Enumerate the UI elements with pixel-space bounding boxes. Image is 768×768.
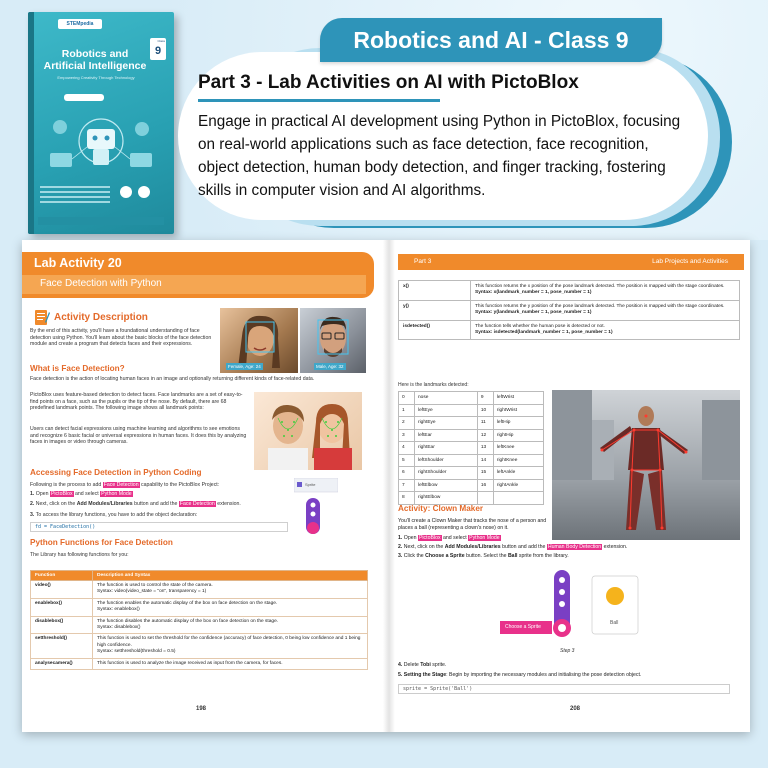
- landmark-name: rightWrist: [493, 404, 543, 417]
- female-age-tag: Female, Age: 24: [228, 364, 261, 369]
- c-step4-start: Delete: [403, 662, 419, 668]
- function-desc-cell: [471, 320, 740, 340]
- landmark-index: 4: [399, 442, 415, 455]
- step1-start: Open: [35, 491, 49, 497]
- landmark-index: 8: [399, 492, 415, 505]
- accessing-face-detection-heading: Accessing Face Detection in Python Coding: [30, 468, 202, 477]
- clown-maker-intro: You'll create a Clown Maker that tracks the nose of a person and places a ball (representing a clown's nose) on it.: [398, 518, 547, 531]
- function-name: setthreshold(): [31, 634, 93, 658]
- function-description: This function returns the y position of the pose landmark detected. The position is mapped with the stage coordinates.: [475, 303, 725, 309]
- book-spread: [22, 240, 750, 732]
- step1-middle: and select: [75, 491, 99, 497]
- clown-steps-continued: [398, 660, 738, 680]
- function-desc-cell: [93, 634, 368, 658]
- clown-maker-heading: Activity: Clown Maker: [398, 504, 484, 513]
- landmark-name: leftEye: [415, 404, 478, 417]
- pose-functions-table: [398, 280, 740, 340]
- landmark-name: rightEye: [415, 417, 478, 430]
- section-label: Lab Projects and Activities: [652, 258, 728, 265]
- activity-description-text: By the end of this activity, you'll have a foundational understanding of face detection using Python. You'll learn about the basic blocks of the face detection module and create a program that detects faces and their expressions.: [30, 328, 212, 348]
- landmark-row: [399, 454, 544, 467]
- landmark-name: leftShoulder: [415, 454, 478, 467]
- landmark-index: 15: [477, 467, 493, 480]
- landmark-name: [493, 492, 543, 505]
- step2-middle: button and add the: [134, 501, 178, 507]
- human-body-detection-highlight: Human Body Detection: [547, 544, 602, 551]
- landmark-row: [399, 429, 544, 442]
- function-syntax: Syntax: x(landmark_number = 1, pose_number = 1): [475, 290, 592, 296]
- function-description: The function tells whether the human pose is detected or not.: [475, 323, 605, 329]
- choose-sprite-label: Choose a Sprite: [505, 624, 541, 630]
- landmarks-table: [398, 391, 544, 505]
- function-desc-cell: [93, 658, 368, 669]
- function-syntax: Syntax: disablebox(): [97, 625, 141, 631]
- face-photo-male: [300, 308, 366, 373]
- function-name: y(): [399, 300, 471, 320]
- function-description: The function enables the automatic display of the box on face detection on the stage.: [97, 600, 278, 606]
- book-spine: [28, 12, 34, 234]
- what-is-text-3: Users can detect facial expressions using machine learning and algorithms to see emotions and recognize 6 basic facial or universal expressions in human faces. It does this by analyzing faces in images or video through cameras.: [30, 426, 247, 446]
- table-row: [31, 616, 368, 634]
- python-functions-heading: Python Functions for Face Detection: [30, 538, 173, 547]
- lab-subtitle: Face Detection with Python: [40, 278, 162, 289]
- landmark-index: [477, 492, 493, 505]
- table-header-row: [31, 571, 368, 581]
- c-step3-end: sprite from the library.: [518, 553, 569, 560]
- access-step-2: 2. Next, click on the Add Modules/Libraries button and add the Face Detection extension.: [30, 501, 241, 507]
- children-landmark-photo: [254, 392, 362, 470]
- landmark-index: 7: [399, 479, 415, 492]
- landmark-row: [399, 442, 544, 455]
- choose-sprite-text: Choose a Sprite: [425, 553, 465, 560]
- table-row: [399, 320, 740, 340]
- publisher-logo: STEMpedia: [58, 19, 102, 29]
- choose-sprite-screenshot: [496, 570, 646, 642]
- face-functions-table: [30, 570, 368, 670]
- setting-stage-text: Setting the Stage: [403, 672, 447, 678]
- access-intro-start: Following is the process to add: [30, 482, 102, 488]
- sprite-panel-screenshot: [294, 478, 338, 540]
- table-header: Function: [31, 571, 93, 581]
- landmark-name: leftEar: [415, 429, 478, 442]
- landmark-index: 0: [399, 392, 415, 405]
- function-description: This function is used to analyze the image received as input from the camera, for faces.: [97, 660, 283, 666]
- c-step2-start: Next, click on the: [403, 544, 444, 551]
- landmark-index: 13: [477, 442, 493, 455]
- landmark-name: rightHip: [493, 429, 543, 442]
- tobi-text: Tobi: [420, 662, 431, 668]
- banner-title-pill: [320, 18, 662, 62]
- landmark-index: 2: [399, 417, 415, 430]
- access-step-1: 1. Open PictoBlox and select Python Mode: [30, 491, 132, 497]
- part-label: Part 3: [414, 258, 432, 265]
- landmark-index: 5: [399, 454, 415, 467]
- function-syntax: Syntax: isdetected(landmark_number = 1, pose_number = 1): [475, 330, 613, 336]
- landmark-name: rightShoulder: [415, 467, 478, 480]
- clown-step-5: 5. Setting the Stage: Begin by importing the necessary modules and initialising the pose detection object.: [398, 672, 642, 678]
- landmark-name: leftWrist: [493, 392, 543, 405]
- landmark-name: rightEar: [415, 442, 478, 455]
- lab-title: Lab Activity 20: [34, 256, 122, 270]
- function-desc-cell: [93, 616, 368, 634]
- code-declaration: fd = FaceDetection(): [30, 522, 288, 532]
- what-is-face-detection-heading: What is Face Detection?: [30, 364, 125, 373]
- ball-sprite-label: Ball: [610, 620, 619, 626]
- choose-sprite-drawing: [496, 570, 646, 642]
- children-landmark-drawing: [254, 392, 362, 470]
- landmark-index: 12: [477, 429, 493, 442]
- function-description: This function returns the x position of the pose landmark detected. The position is mapped with the stage coordinates.: [475, 284, 725, 289]
- sprite-code-line: sprite = Sprite('Ball'): [398, 684, 730, 694]
- sprite-panel-drawing: [294, 478, 338, 540]
- c-step5-text: : Begin by importing the necessary modules and initialising the pose detection object.: [446, 672, 642, 678]
- clown-step-4: 4. Delete Tobi sprite.: [398, 662, 447, 668]
- landmark-name: leftElbow: [415, 479, 478, 492]
- access-intro-end: capability to the PictoBlox Project:: [141, 482, 220, 488]
- landmark-index: 16: [477, 479, 493, 492]
- landmark-name: rightElbow: [415, 492, 478, 505]
- step2-end: extension.: [217, 501, 241, 507]
- landmark-index: 9: [477, 392, 493, 405]
- functions-intro: The Library has following functions for you:: [30, 552, 129, 558]
- activity-description-heading: Activity Description: [54, 312, 148, 323]
- c-step4-end: sprite.: [432, 662, 447, 668]
- face-detection-highlight: Face Detection: [103, 482, 139, 488]
- c-step3-middle: button. Select the: [466, 553, 507, 560]
- function-name: enablebox(): [31, 598, 93, 616]
- right-page-number: 208: [570, 706, 581, 712]
- book-badge-icon: [120, 186, 132, 198]
- book-cover-text-lines: [40, 186, 110, 206]
- function-syntax: Syntax: y(landmark_number = 1, pose_number = 1): [475, 310, 592, 316]
- function-syntax: Syntax: video(video_state = "on", transparency = 1): [97, 589, 207, 595]
- function-description: The function is used to control the state of the camera.: [97, 583, 213, 588]
- table-row: [399, 281, 740, 301]
- function-description: The function disables the automatic display of the box on face detection on the stage.: [97, 618, 279, 624]
- function-name: isdetected(): [399, 320, 471, 340]
- function-syntax: Syntax: enablebox(): [97, 607, 140, 613]
- book-subtitle: Empowering Creativity Through Technology: [57, 75, 135, 80]
- access-intro: [30, 482, 292, 489]
- heading-underline: [198, 99, 440, 102]
- c-step2-middle: button and add the: [502, 544, 546, 551]
- add-modules-text: Add Modules/Libraries: [76, 501, 133, 507]
- function-name: disablebox(): [31, 616, 93, 634]
- function-name: analysecamera(): [31, 658, 93, 669]
- landmark-row: [399, 392, 544, 405]
- card-heading: Part 3 - Lab Activities on AI with PictoBlox: [198, 72, 579, 93]
- c-step1-start: Open: [403, 535, 417, 542]
- landmark-name: nose: [415, 392, 478, 405]
- landmark-index: 1: [399, 404, 415, 417]
- function-desc-cell: [471, 300, 740, 320]
- c-step1-middle: and select: [443, 535, 467, 542]
- banner-title: Robotics and AI - Class 9: [353, 26, 629, 53]
- book-cover: [28, 12, 174, 234]
- table-header: Description and Syntax: [93, 571, 368, 581]
- book-illustration: [42, 107, 160, 179]
- landmark-row: [399, 479, 544, 492]
- clown-step-1: 1. Open PictoBlox and select Python Mode: [398, 535, 500, 542]
- face-detection-extension-highlight: Face Detection: [179, 501, 215, 507]
- function-desc-cell: [93, 598, 368, 616]
- step2-start: Next, click on the: [35, 501, 76, 507]
- function-name: x(): [399, 281, 471, 301]
- book-class-label: Class: [157, 39, 165, 43]
- pictoblox-highlight: PictoBlox: [50, 491, 73, 497]
- landmark-index: 6: [399, 467, 415, 480]
- step-3-caption: Step 3: [560, 648, 575, 654]
- landmark-name: leftAnkle: [493, 467, 543, 480]
- what-is-text-2: PictoBlox uses feature-based detection to detect faces. Face landmarks are a set of easy-to-find points on a face, such as the pupils or the tip of the nose. By default, there are 68 predefined landmark points. The following image shows all landmark points:: [30, 392, 243, 412]
- what-is-text-1: Face detection is the action of locating human faces in an image and optionally returning different kinds of face-related data.: [30, 376, 315, 382]
- sprite-label: Sprite: [305, 482, 316, 487]
- landmark-index: 11: [477, 417, 493, 430]
- table-row: [31, 581, 368, 599]
- male-age-tag: Male, Age: 32: [316, 364, 344, 369]
- landmark-index: 14: [477, 454, 493, 467]
- left-page-number: 198: [196, 706, 207, 712]
- function-syntax: Syntax: setthreshold(threshold = 0.5): [97, 649, 176, 655]
- python-mode-highlight: Python Mode: [469, 535, 500, 542]
- table-row: [31, 658, 368, 669]
- table-row: [399, 300, 740, 320]
- landmark-row: [399, 492, 544, 505]
- left-page: [22, 240, 386, 732]
- card-description: Engage in practical AI development using Python in PictoBlox, focusing on real-world applications such as face detection, face recognition, object detection, human body detection, and finger tracking, fostering skills in computer vision and AI algorithms.: [198, 113, 681, 199]
- ball-text: Ball: [507, 553, 518, 560]
- clown-step-3: 3. Click the Choose a Sprite button. Select the Ball sprite from the library.: [398, 553, 569, 560]
- landmark-index: 3: [399, 429, 415, 442]
- landmark-row: [399, 417, 544, 430]
- step3-text: To access the library functions, you have to add the object declaration:: [35, 512, 198, 518]
- clown-step-2: 2. Next, click on the Add Modules/Libraries button and add the Human Body Detection extension.: [398, 544, 628, 551]
- landmark-name: rightAnkle: [493, 479, 543, 492]
- landmark-name: leftKnee: [493, 442, 543, 455]
- table-row: [31, 634, 368, 658]
- landmarks-heading: Here is the landmarks detected:: [398, 382, 469, 388]
- c-step2-end: extension.: [603, 544, 628, 551]
- landmark-row: [399, 404, 544, 417]
- notepad-icon: [34, 308, 50, 326]
- pictoblox-highlight: PictoBlox: [418, 535, 441, 542]
- access-step-3: 3. To access the library functions, you have to add the object declaration:: [30, 512, 198, 518]
- landmark-index: 10: [477, 404, 493, 417]
- c-step3-start: Click the: [403, 553, 424, 560]
- book-title: Robotics and Artificial Intelligence: [43, 48, 147, 72]
- function-desc-cell: [93, 581, 368, 599]
- python-mode-highlight: Python Mode: [101, 491, 132, 497]
- clown-maker-steps: [398, 518, 728, 561]
- function-name: video(): [31, 581, 93, 599]
- table-row: [31, 598, 368, 616]
- book-footer-strip: [38, 217, 164, 225]
- right-page: [392, 240, 750, 732]
- landmark-name: leftHip: [493, 417, 543, 430]
- landmark-row: [399, 467, 544, 480]
- face-photo-female: [220, 308, 298, 373]
- book-badge-icon: [138, 186, 150, 198]
- book-class-number: 9: [150, 38, 166, 60]
- add-modules-text: Add Modules/Libraries: [444, 544, 501, 551]
- landmark-name: rightKnee: [493, 454, 543, 467]
- function-description: This function is used to set the threshold for the confidence (accuracy) of face detection, 0 being low confidence and 1 being high confidence.: [97, 636, 361, 648]
- book-label-pill: [64, 94, 104, 101]
- function-desc-cell: [471, 281, 740, 301]
